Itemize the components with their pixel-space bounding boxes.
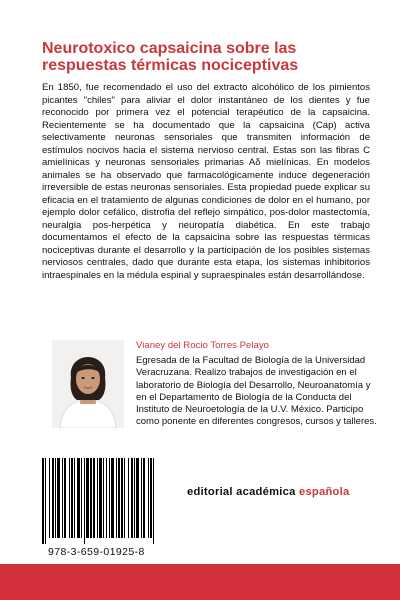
footer-band	[0, 564, 400, 600]
barcode-bar	[74, 458, 75, 538]
barcode-bar	[86, 458, 89, 538]
barcode-bar	[90, 458, 92, 538]
barcode-bar	[116, 458, 117, 538]
barcode-bar	[62, 458, 63, 538]
author-name: Vianey del Rocio Torres Pelayo	[136, 340, 269, 351]
barcode-bar	[69, 458, 70, 538]
barcode-bar	[97, 458, 98, 538]
barcode-bar	[124, 458, 125, 538]
barcode-bar	[55, 458, 56, 538]
barcode	[40, 458, 158, 544]
barcode-bar	[150, 458, 152, 538]
barcode-bar	[118, 458, 120, 538]
publisher-name: editorial académica	[187, 486, 296, 498]
barcode-bar	[93, 458, 95, 538]
barcode-bar	[49, 458, 50, 538]
barcode-bar	[45, 458, 46, 544]
barcode-bar	[71, 458, 73, 538]
barcode-bar	[81, 458, 82, 538]
barcode-bar	[143, 458, 145, 538]
barcode-bar	[109, 458, 110, 538]
barcode-bar	[153, 458, 154, 544]
barcode-bar	[111, 458, 114, 538]
author-bio: Egresada de la Facultad de Biología de la Universidad Veracruzana. Realizo trabajos de investigación en el laboratorio de Biología del Desarrollo, Neuroanatomía y en el Departamento de Biología de la Conducta del Instituto de Neuroetología de la U.V. México. Participo como ponente en diferentes congresos, cursos y talleres.	[136, 355, 377, 428]
barcode-bar	[84, 458, 85, 544]
isbn-number: 978-3-659-01925-8	[48, 546, 145, 558]
author-photo	[52, 340, 124, 428]
barcode-bar	[57, 458, 60, 538]
barcode-bar	[131, 458, 133, 538]
barcode-bar	[103, 458, 104, 538]
barcode-bar	[134, 458, 135, 538]
book-synopsis: En 1850, fue recomendado el uso del extracto alcohólico de los pimientos picantes "chiles" para aliviar el dolor instantáneo de los dientes y fue reconocido por primera vez el potencial terapéutico de la capsaicina. Recientemente se ha documentado que la capsaicina (Cap) activa selectivamente neuronas sensoriales que transmiten información de estímulos nocivos hacia el sistema nervioso central. Estas son las fibras C amielínicas y neuronas sensoriales primarias Aδ mielínicas. En modelos animales se ha observado que farmacológicamente induce degeneración irreversible de estas neuronas sensoriales. Esta propiedad puede explicar su eficacia en el tratamiento de algunas condiciones de dolor en el humano, por ejemplo dolor cefálico, distrofia del reflejo simpático, pos-dolor mastectomía, neuralgia pos-herpética y neuropatía diabética. En este trabajo documentamos el efecto de la capsaicina sobre las respuestas térmicas nociceptivas durante el desarrollo y la participación de los posibles sistemas nerviosos centrales, dado que durante esta etapa, los sistemas inhibitorios intraespinales en la médula espinal y supraespinales están desarrollándose.	[42, 82, 370, 281]
barcode-bar	[64, 458, 66, 538]
publisher-name-accent: española	[298, 486, 350, 498]
barcode-bar	[128, 458, 129, 538]
barcode-bar	[148, 458, 149, 538]
barcode-bar	[106, 458, 107, 538]
book-title: Neurotoxico capsaicina sobre las respuestas térmicas nociceptivas	[42, 40, 299, 74]
barcode-bar	[52, 458, 54, 538]
publisher-logo	[187, 486, 349, 498]
barcode-bar	[42, 458, 44, 544]
barcode-bar	[77, 458, 80, 538]
barcode-bar	[141, 458, 142, 538]
barcode-bar	[121, 458, 123, 538]
barcode-bar	[99, 458, 102, 538]
barcode-area	[40, 458, 158, 562]
barcode-bar	[136, 458, 139, 538]
